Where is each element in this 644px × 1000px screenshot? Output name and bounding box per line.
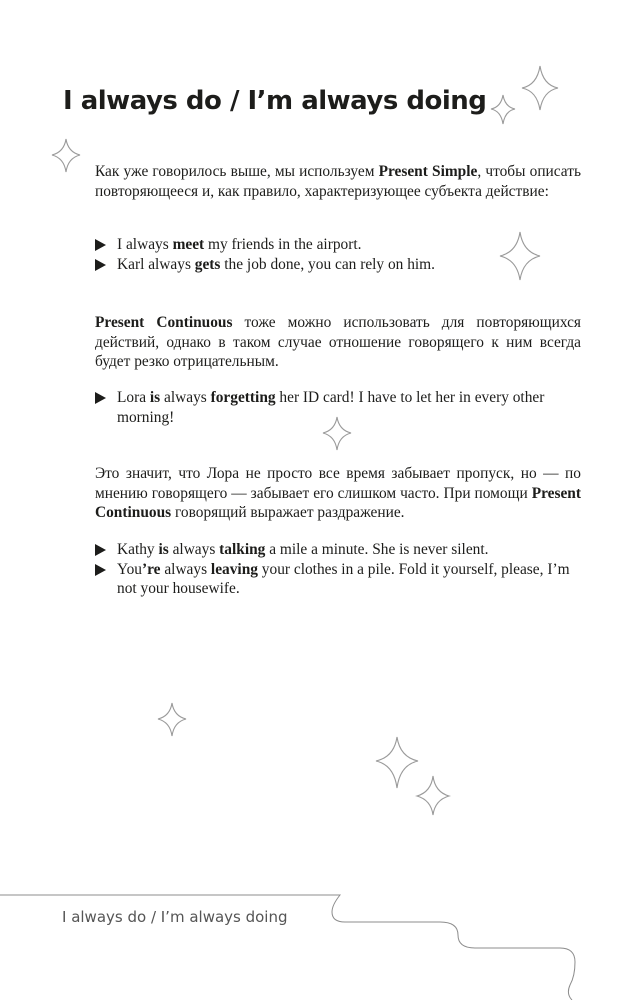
examples-list-1 xyxy=(95,235,581,274)
sparkle-star-icon xyxy=(491,95,515,124)
paragraph-explanation xyxy=(95,464,581,523)
paragraph-text: говорящий выражает раздражение. xyxy=(171,504,405,521)
example-verb: is xyxy=(158,541,169,558)
page-title: I always do / I’m always doing xyxy=(63,86,487,116)
sparkle-star-icon xyxy=(522,66,558,110)
sparkle-star-icon xyxy=(417,776,449,815)
bullet-triangle-icon xyxy=(95,259,106,271)
example-verb: ’re xyxy=(141,560,161,578)
example-text: Kathy xyxy=(117,541,159,558)
example-text: Lora xyxy=(117,389,150,406)
term-present-continuous: Present Continuous xyxy=(95,314,233,331)
paragraph-text: , чтобы описать повторяющееся и, как правило, характеризующее субъекта действие: xyxy=(95,163,581,200)
paragraph-present-simple xyxy=(95,162,581,201)
example-text: the job done, you can rely on him. xyxy=(220,255,436,273)
paragraph-text: тоже можно использовать для повторяющихся действий, однако в таком случае отношение говорящего к ним всегда будет резко отрицательным. xyxy=(95,314,581,370)
list-item xyxy=(95,388,581,427)
list-item xyxy=(95,560,581,599)
paragraph-text: Это значит, что Лора не просто все время забывает пропуск, но — по мнению говорящего — забывает его слишком часто. При помощи xyxy=(95,465,581,502)
example-text: Karl always xyxy=(117,255,195,273)
example-verb: gets xyxy=(194,255,221,273)
example-text: her ID card! I have to let her in every other morning! xyxy=(117,389,545,426)
example-text: You xyxy=(117,560,142,578)
example-verb: meet xyxy=(172,236,205,253)
bullet-triangle-icon xyxy=(95,239,106,251)
list-item xyxy=(95,235,581,255)
term-present-continuous: Present Continuous xyxy=(95,484,581,521)
sparkle-star-icon xyxy=(376,737,418,788)
list-item xyxy=(95,255,581,275)
example-text: always xyxy=(168,541,220,558)
paragraph-text: Как уже говорилось выше, мы используем xyxy=(95,163,379,180)
example-verb: talking xyxy=(219,541,266,558)
examples-list-2 xyxy=(95,388,581,427)
example-text: your clothes in a pile. Fold it yourself, please, I’m not your housewife. xyxy=(117,560,570,597)
example-verb: is xyxy=(149,389,161,406)
paragraph-present-continuous xyxy=(95,313,581,372)
example-text: I always xyxy=(117,236,173,253)
sparkle-star-icon xyxy=(158,703,186,736)
example-verb: forgetting xyxy=(210,389,276,406)
list-item xyxy=(95,540,581,560)
bullet-triangle-icon xyxy=(95,564,106,576)
running-footer: I always do / I’m always doing xyxy=(62,908,288,926)
term-present-simple: Present Simple xyxy=(378,163,478,180)
sparkle-star-icon xyxy=(52,139,80,172)
example-text: always xyxy=(160,389,211,406)
example-text: my friends in the airport. xyxy=(204,236,362,253)
example-text: always xyxy=(160,560,211,578)
example-text: a mile a minute. She is never silent. xyxy=(265,541,489,558)
bullet-triangle-icon xyxy=(95,392,106,404)
example-verb: leaving xyxy=(210,560,258,578)
examples-list-3 xyxy=(95,540,581,599)
bullet-triangle-icon xyxy=(95,544,106,556)
